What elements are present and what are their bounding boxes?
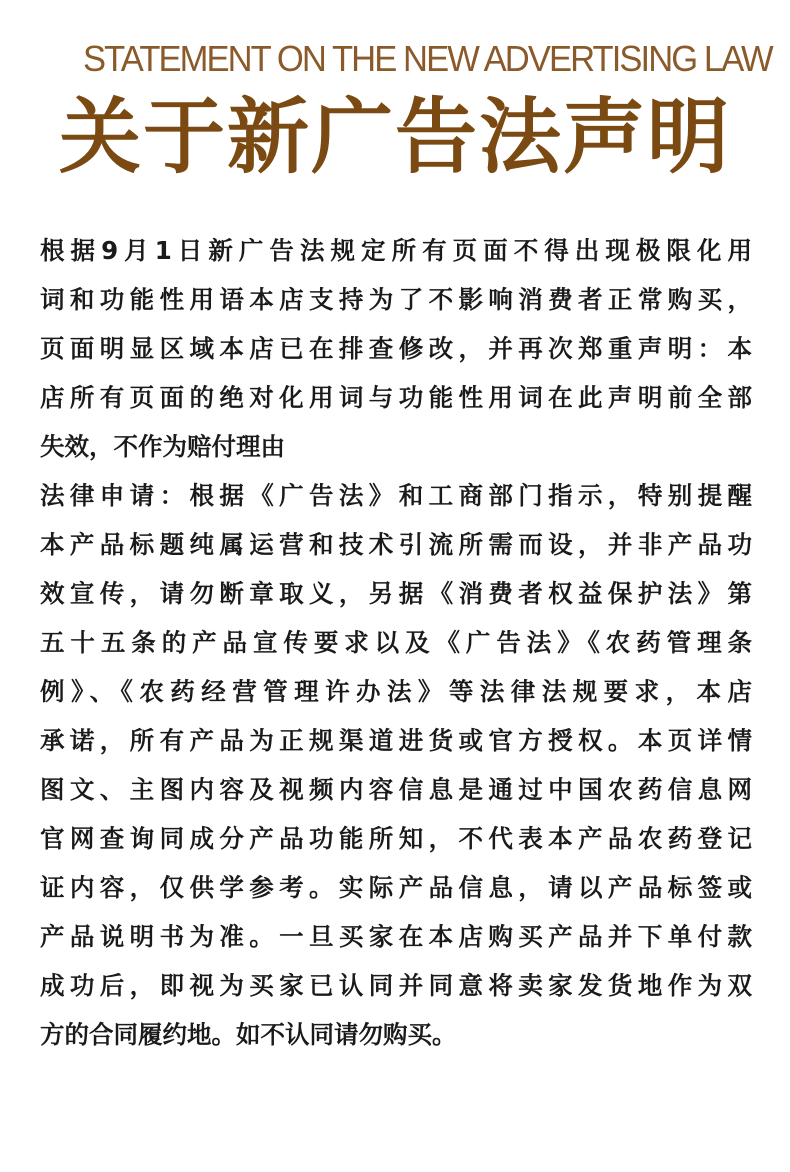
text-line: 本产品标题纯属运营和技术引流所需而设，并非产品功 — [40, 530, 752, 559]
statement-paragraph — [40, 226, 752, 471]
text-line: 失效，不作为赔付理由 — [40, 432, 285, 461]
statement-body — [40, 226, 752, 1059]
text-line: 店所有页面的绝对化用词与功能性用词在此声明前全部 — [40, 383, 752, 412]
text-line: 方的合同履约地。如不认同请勿购买。 — [40, 1020, 457, 1049]
text-line: 例》、《农药经营管理许办法》等法律法规要求，本店 — [40, 677, 752, 706]
text-line: 图文、主图内容及视频内容信息是通过中国农药信息网 — [40, 775, 752, 804]
text-line: 产品说明书为准。一旦买家在本店购买产品并下单付款 — [40, 922, 752, 951]
text-line: 词和功能性用语本店支持为了不影响消费者正常购买， — [40, 285, 752, 314]
text-line: 根据9月1日新广告法规定所有页面不得出现极限化用 — [40, 236, 752, 265]
text-line: 法律申请：根据《广告法》和工商部门指示，特别提醒 — [40, 481, 752, 510]
text-line: 成功后，即视为买家已认同并同意将卖家发货地作为双 — [40, 971, 752, 1000]
text-line: 官网查询同成分产品功能所知，不代表本产品农药登记 — [40, 824, 752, 853]
text-line: 五十五条的产品宣传要求以及《广告法》《农药管理条 — [40, 628, 752, 657]
page-title: 关于新广告法声明 — [58, 90, 731, 185]
text-line: 效宣传，请勿断章取义，另据《消费者权益保护法》第 — [40, 579, 752, 608]
legal-paragraph — [40, 471, 752, 1059]
text-line: 页面明显区域本店已在排查修改，并再次郑重声明：本 — [40, 334, 752, 363]
page-subtitle: STATEMENT ON THE NEW ADVERTISING LAW — [83, 38, 772, 79]
text-line: 承诺，所有产品为正规渠道进货或官方授权。本页详情 — [40, 726, 752, 755]
text-line: 证内容，仅供学参考。实际产品信息，请以产品标签或 — [40, 873, 752, 902]
